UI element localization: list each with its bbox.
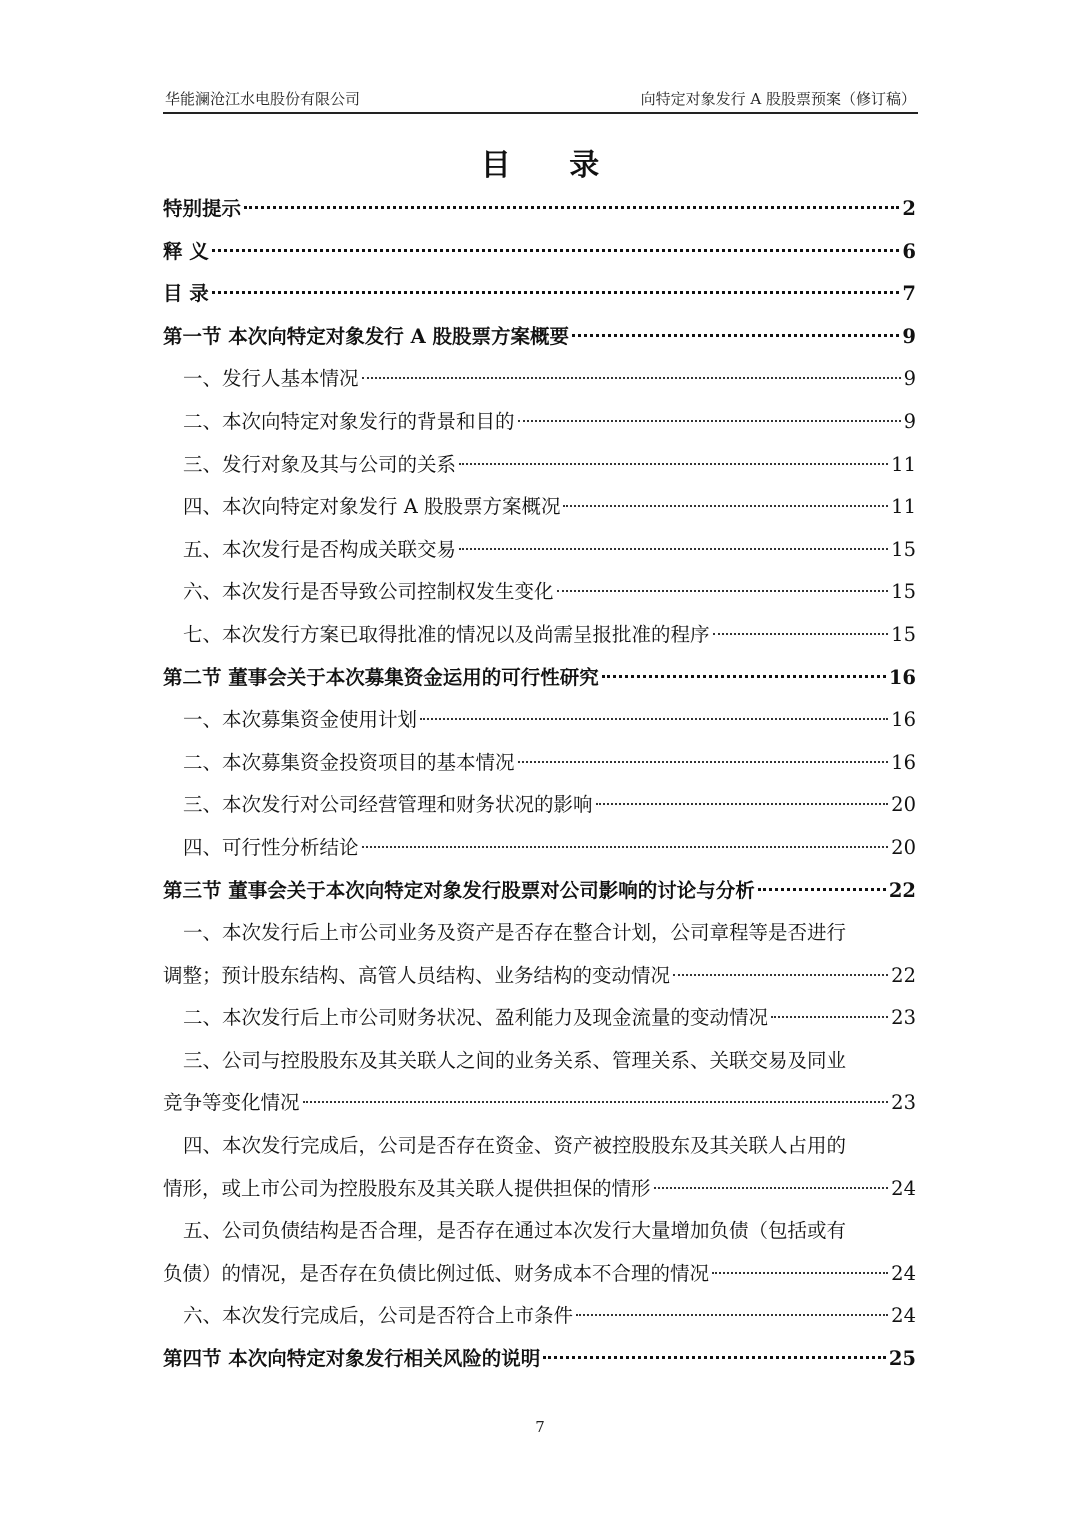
toc-entry-text: 五、本次发行是否构成关联交易 bbox=[183, 537, 457, 561]
toc-entry[interactable] bbox=[163, 614, 916, 657]
toc-entry-text: 六、本次发行完成后，公司是否符合上市条件 bbox=[183, 1304, 574, 1328]
toc-page-number: 23 bbox=[891, 1091, 916, 1115]
toc-entry-text: 释 义 bbox=[163, 239, 209, 263]
toc-entry-text: 第一节 本次向特定对象发行 A 股股票方案概要 bbox=[163, 324, 569, 348]
toc-dot-leader bbox=[518, 761, 889, 763]
table-of-contents bbox=[163, 188, 916, 1381]
toc-page-number: 24 bbox=[891, 1304, 916, 1328]
toc-page-number: 24 bbox=[891, 1261, 916, 1285]
toc-entry[interactable] bbox=[163, 401, 916, 444]
toc-entry-text: 二、本次募集资金投资项目的基本情况 bbox=[183, 750, 515, 774]
toc-entry[interactable] bbox=[163, 1253, 916, 1296]
toc-dot-leader bbox=[654, 1187, 889, 1189]
toc-entry[interactable] bbox=[163, 827, 916, 870]
toc-entry[interactable] bbox=[163, 358, 916, 401]
toc-page-number: 9 bbox=[903, 409, 916, 433]
toc-entry[interactable] bbox=[163, 1168, 916, 1211]
toc-section-entry[interactable] bbox=[163, 870, 916, 913]
page-number: 7 bbox=[535, 1418, 545, 1436]
toc-dot-leader bbox=[212, 291, 900, 294]
toc-section-entry[interactable] bbox=[163, 273, 916, 316]
toc-dot-leader bbox=[362, 846, 889, 848]
toc-page-number: 24 bbox=[891, 1176, 916, 1200]
toc-section-entry[interactable] bbox=[163, 657, 916, 700]
toc-entry-text: 二、本次发行后上市公司财务状况、盈利能力及现金流量的变动情况 bbox=[183, 1006, 769, 1030]
toc-dot-leader bbox=[596, 803, 889, 805]
toc-entry[interactable] bbox=[163, 529, 916, 572]
toc-entry[interactable] bbox=[163, 1040, 916, 1083]
toc-dot-leader bbox=[576, 1314, 888, 1316]
toc-entry-text: 四、本次发行完成后，公司是否存在资金、资产被控股股东及其关联人占用的 bbox=[183, 1134, 847, 1158]
toc-entry-text: 七、本次发行方案已取得批准的情况以及尚需呈报批准的程序 bbox=[183, 622, 710, 646]
toc-entry-text: 三、公司与控股股东及其关联人之间的业务关系、管理关系、关联交易及同业 bbox=[183, 1048, 847, 1072]
toc-dot-leader bbox=[303, 1101, 889, 1103]
toc-dot-leader bbox=[758, 888, 886, 891]
toc-page-number: 7 bbox=[902, 282, 916, 306]
toc-entry-text: 三、发行对象及其与公司的关系 bbox=[183, 452, 457, 476]
toc-entry-text: 四、可行性分析结论 bbox=[183, 835, 359, 859]
toc-entry-text: 一、本次募集资金使用计划 bbox=[183, 708, 418, 732]
toc-page-number: 16 bbox=[891, 708, 916, 732]
toc-page-number: 23 bbox=[891, 1006, 916, 1030]
toc-page-number: 22 bbox=[891, 963, 916, 987]
toc-entry-text: 第二节 董事会关于本次募集资金运用的可行性研究 bbox=[163, 665, 599, 689]
toc-entry-text: 一、发行人基本情况 bbox=[183, 367, 359, 391]
toc-dot-leader bbox=[518, 420, 901, 422]
toc-dot-leader bbox=[362, 377, 901, 379]
toc-page-number: 9 bbox=[902, 324, 916, 348]
toc-dot-leader bbox=[602, 675, 886, 678]
toc-page-number: 15 bbox=[891, 580, 916, 604]
toc-entry-text: 三、本次发行对公司经营管理和财务状况的影响 bbox=[183, 793, 593, 817]
toc-page-number: 6 bbox=[902, 239, 916, 263]
toc-entry[interactable] bbox=[163, 486, 916, 529]
header-doc-title: 向特定对象发行 A 股股票预案（修订稿） bbox=[640, 90, 916, 108]
toc-dot-leader bbox=[244, 206, 899, 209]
toc-entry-text: 情形，或上市公司为控股股东及其关联人提供担保的情形 bbox=[163, 1176, 651, 1200]
toc-page-number: 22 bbox=[888, 878, 916, 902]
toc-page-number: 15 bbox=[891, 622, 916, 646]
toc-page-number: 11 bbox=[891, 452, 916, 476]
toc-entry-text: 一、本次发行后上市公司业务及资产是否存在整合计划，公司章程等是否进行 bbox=[183, 921, 847, 945]
toc-entry[interactable] bbox=[163, 742, 916, 785]
toc-entry-text: 四、本次向特定对象发行 A 股股票方案概况 bbox=[183, 495, 561, 519]
toc-entry[interactable] bbox=[163, 1125, 916, 1168]
header-company: 华能澜沧江水电股份有限公司 bbox=[165, 90, 361, 108]
toc-entry-text: 竞争等变化情况 bbox=[163, 1091, 300, 1115]
toc-dot-leader bbox=[563, 505, 888, 507]
toc-dot-leader bbox=[557, 590, 889, 592]
page-header bbox=[163, 86, 918, 114]
toc-page-number: 25 bbox=[888, 1347, 916, 1371]
toc-entry-text: 二、本次向特定对象发行的背景和目的 bbox=[183, 409, 515, 433]
page-title: 目 录 bbox=[480, 148, 624, 183]
toc-entry[interactable] bbox=[163, 699, 916, 742]
toc-entry-text: 五、公司负债结构是否合理，是否存在通过本次发行大量增加负债（包括或有 bbox=[183, 1219, 847, 1243]
toc-dot-leader bbox=[572, 334, 899, 337]
toc-entry[interactable] bbox=[163, 997, 916, 1040]
toc-page-number: 9 bbox=[903, 367, 916, 391]
toc-entry-text: 六、本次发行是否导致公司控制权发生变化 bbox=[183, 580, 554, 604]
toc-page-number: 2 bbox=[902, 197, 916, 220]
toc-dot-leader bbox=[459, 463, 888, 465]
toc-entry[interactable] bbox=[163, 444, 916, 487]
toc-entry[interactable] bbox=[163, 1210, 916, 1253]
toc-dot-leader bbox=[543, 1356, 886, 1359]
toc-section-entry[interactable] bbox=[163, 231, 916, 274]
toc-section-entry[interactable] bbox=[163, 316, 916, 359]
toc-entry-text: 负债）的情况，是否存在负债比例过低、财务成本不合理的情况 bbox=[163, 1261, 710, 1285]
toc-dot-leader bbox=[771, 1016, 888, 1018]
toc-dot-leader bbox=[212, 249, 900, 252]
toc-page-number: 20 bbox=[891, 793, 916, 817]
toc-entry-text: 第三节 董事会关于本次向特定对象发行股票对公司影响的讨论与分析 bbox=[163, 878, 755, 902]
toc-section-entry[interactable] bbox=[163, 188, 916, 231]
toc-page-number: 16 bbox=[891, 750, 916, 774]
toc-dot-leader bbox=[459, 548, 888, 550]
toc-page-number: 16 bbox=[888, 665, 916, 689]
toc-entry[interactable] bbox=[163, 784, 916, 827]
toc-dot-leader bbox=[673, 974, 888, 976]
toc-entry[interactable] bbox=[163, 571, 916, 614]
toc-entry-text: 调整；预计股东结构、高管人员结构、业务结构的变动情况 bbox=[163, 963, 671, 987]
toc-page-number: 20 bbox=[891, 835, 916, 859]
toc-page-number: 15 bbox=[891, 537, 916, 561]
toc-entry[interactable] bbox=[163, 1295, 916, 1338]
toc-entry[interactable] bbox=[163, 1082, 916, 1125]
toc-entry[interactable] bbox=[163, 912, 916, 955]
toc-dot-leader bbox=[420, 718, 888, 720]
toc-dot-leader bbox=[713, 633, 889, 635]
toc-entry[interactable] bbox=[163, 955, 916, 998]
toc-entry-text: 第四节 本次向特定对象发行相关风险的说明 bbox=[163, 1347, 541, 1371]
toc-entry-text: 特别提示 bbox=[163, 197, 242, 220]
toc-page-number: 11 bbox=[891, 495, 916, 519]
toc-dot-leader bbox=[712, 1272, 888, 1274]
toc-section-entry[interactable] bbox=[163, 1338, 916, 1381]
toc-entry-text: 目 录 bbox=[163, 282, 209, 306]
